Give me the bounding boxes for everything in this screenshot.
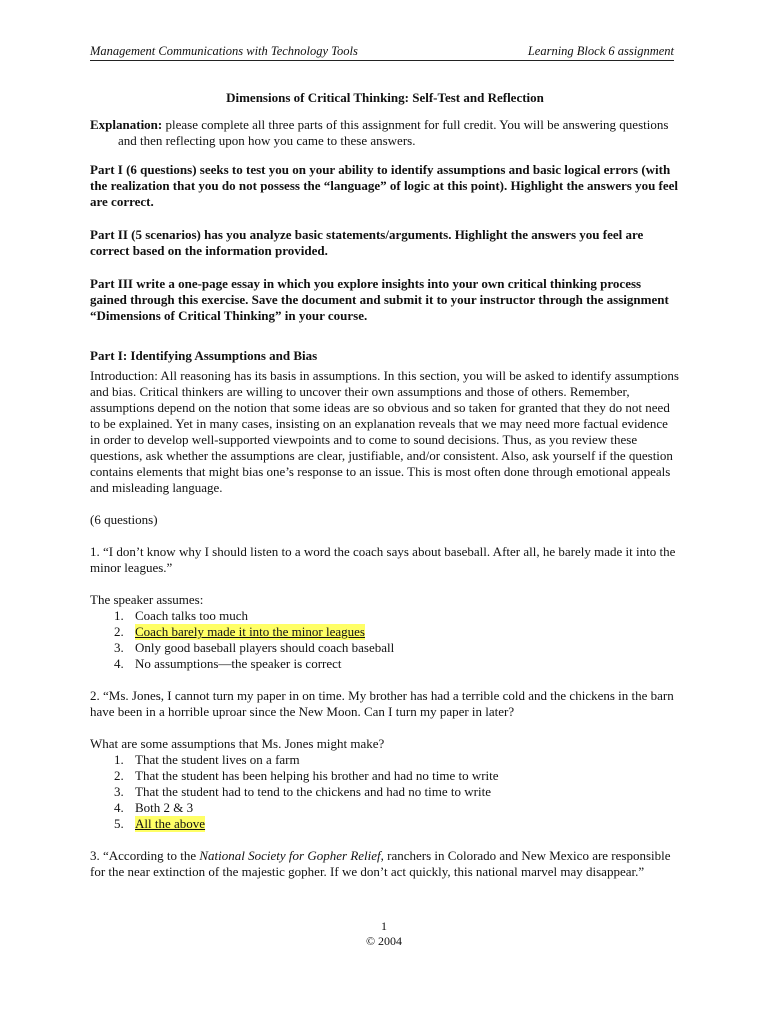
section-intro: Introduction: All reasoning has its basis in assumptions. In this section, you will be asked to identify assumptions and bias. Critical thinkers are willing to uncover their own assumptions and those of others. Remember, assumptions depend on the notion that some ideas are so obvious and so taken for granted that they do not need to be explained. Yet in many cases, insisting on an explanation reveals that we may need more factual evidence in order to develop well-supported viewpoints and to come to sound decisions. Thus, as you review these questions, ask whether the assumptions are clear, justifiable, and/or consistent. Also, ask yourself if the question contains elements that might bias one’s response to an issue. This is most often done through emotional appeals and misleading language. xyxy=(90,368,679,495)
question-1-prompt: The speaker assumes: xyxy=(90,592,204,607)
question-1-options xyxy=(90,608,680,672)
question-2-options xyxy=(90,752,680,832)
highlighted-answer: All the above xyxy=(135,816,206,831)
list-item: 1. Coach talks too much xyxy=(114,608,249,623)
header-course-title: Management Communications with Technology Tools xyxy=(90,44,358,58)
question-1-stem: 1. “I don’t know why I should listen to a word the coach says about baseball. After all, he barely made it into the minor leagues.” xyxy=(90,544,676,575)
header-assignment-label: Learning Block 6 assignment xyxy=(527,44,674,58)
list-item: 1. That the student lives on a farm xyxy=(114,752,300,767)
list-item: 4. No assumptions—the speaker is correct xyxy=(114,656,342,671)
list-item: 2. Coach barely made it into the minor leagues xyxy=(114,624,365,639)
part-2-description: Part II (5 scenarios) has you analyze basic statements/arguments. Highlight the answers you feel are correct based on the information provided. xyxy=(90,227,644,258)
copyright: © 2004 xyxy=(365,934,403,948)
list-item: 5. All the above xyxy=(114,816,206,831)
list-item: 4. Both 2 & 3 xyxy=(114,800,194,815)
section-heading: Part I: Identifying Assumptions and Bias xyxy=(90,348,318,363)
question-3-stem: 3. “According to the National Society for Gopher Relief, ranchers in Colorado and New Mexico are responsible for the near extinction of the majestic gopher. If we don’t act quickly, this national marvel may disappear.” xyxy=(90,848,671,879)
list-item: 3. That the student had to tend to the chickens and had no time to write xyxy=(114,784,491,799)
explanation-paragraph xyxy=(90,117,680,149)
part-3-description: Part III write a one-page essay in which you explore insights into your own critical thinking process gained through this exercise. Save the document and submit it to your instructor through the assignment “Dimensions of Critical Thinking” in your course. xyxy=(90,276,669,323)
explanation-text: please complete all three parts of this assignment for full credit. You will be answering questions and then reflecting upon how you came to these answers. xyxy=(118,117,669,148)
part-1-description: Part I (6 questions) seeks to test you on your ability to identify assumptions and basic logical errors (with the realization that you do not possess the “language” of logic at this point). Highlight the answers you feel are correct. xyxy=(90,162,679,209)
page-number: 1 xyxy=(381,919,387,933)
highlighted-answer: Coach barely made it into the minor leagues xyxy=(135,624,365,639)
question-2-stem: 2. “Ms. Jones, I cannot turn my paper in on time. My brother has had a terrible cold and the chickens in the barn have been in a horrible uproar since the New Moon. Can I turn my paper in later? xyxy=(90,688,674,719)
source-name: National Society for Gopher Relief xyxy=(199,848,381,863)
document-title: Dimensions of Critical Thinking: Self-Test and Reflection xyxy=(226,90,544,105)
document-body xyxy=(90,90,680,880)
running-header xyxy=(90,44,674,61)
list-item: 2. That the student has been helping his brother and had no time to write xyxy=(114,768,499,783)
question-2-prompt: What are some assumptions that Ms. Jones might make? xyxy=(90,736,385,751)
list-item: 3. Only good baseball players should coach baseball xyxy=(114,640,395,655)
question-count: (6 questions) xyxy=(90,512,158,527)
explanation-label: Explanation: xyxy=(90,117,163,132)
